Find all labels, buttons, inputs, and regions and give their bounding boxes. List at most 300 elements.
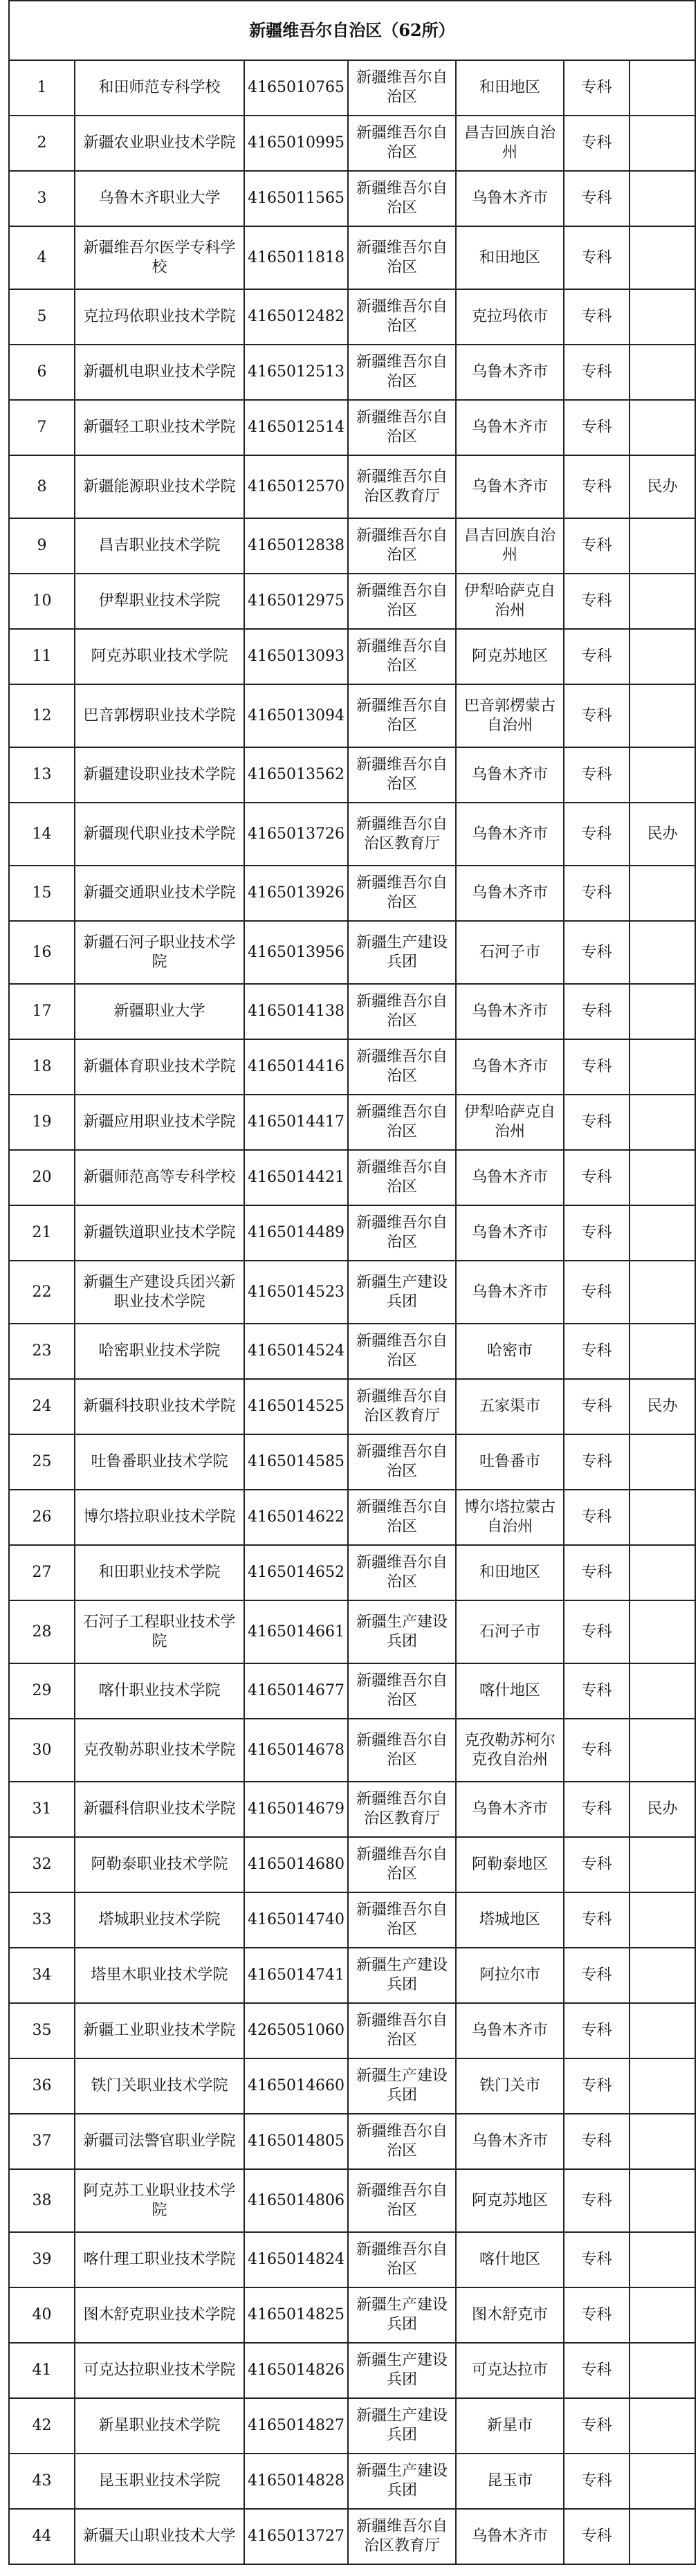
cell-level: 专科	[564, 1095, 630, 1150]
cell-row-index: 12	[9, 684, 75, 747]
cell-school-code: 4165014677	[244, 1663, 348, 1719]
cell-school-name: 新疆工业职业技术学院	[75, 2003, 244, 2058]
table-row	[9, 171, 695, 226]
cell-level: 专科	[564, 455, 630, 518]
table-row	[9, 1379, 695, 1434]
cell-note	[630, 518, 695, 574]
cell-note	[630, 116, 695, 171]
cell-authority: 新疆维吾尔自治区	[348, 289, 456, 345]
cell-location: 石河子市	[456, 921, 564, 984]
cell-school-name: 伊犁职业技术学院	[75, 574, 244, 629]
cell-authority: 新疆维吾尔自治区	[348, 1837, 456, 1892]
table-row	[9, 1782, 695, 1837]
cell-row-index: 43	[9, 2454, 75, 2509]
cell-level: 专科	[564, 747, 630, 803]
cell-authority: 新疆维吾尔自治区	[348, 2232, 456, 2287]
cell-row-index: 26	[9, 1490, 75, 1545]
cell-school-name: 昌吉职业技术学院	[75, 518, 244, 574]
cell-school-code: 4165014417	[244, 1095, 348, 1150]
cell-school-code: 4165013726	[244, 803, 348, 866]
cell-location: 阿克苏地区	[456, 2169, 564, 2232]
cell-location: 乌鲁木齐市	[456, 866, 564, 921]
cell-level: 专科	[564, 1600, 630, 1663]
cell-note: 民办	[630, 455, 695, 518]
cell-authority: 新疆维吾尔自治区	[348, 984, 456, 1039]
cell-school-code: 4165010765	[244, 60, 348, 116]
cell-school-name: 喀什职业技术学院	[75, 1663, 244, 1719]
cell-school-name: 新疆现代职业技术学院	[75, 803, 244, 866]
cell-authority: 新疆维吾尔自治区	[348, 400, 456, 455]
cell-level: 专科	[564, 2398, 630, 2454]
cell-school-name: 昆玉职业技术学院	[75, 2454, 244, 2509]
cell-row-index: 13	[9, 747, 75, 803]
cell-row-index: 27	[9, 1545, 75, 1600]
cell-level: 专科	[564, 2343, 630, 2398]
cell-location: 昆玉市	[456, 2454, 564, 2509]
table-row	[9, 1892, 695, 1948]
cell-authority: 新疆维吾尔自治区教育厅	[348, 1379, 456, 1434]
cell-note	[630, 171, 695, 226]
cell-row-index: 15	[9, 866, 75, 921]
cell-school-code: 4165012482	[244, 289, 348, 345]
cell-note	[630, 1892, 695, 1948]
cell-location: 乌鲁木齐市	[456, 2509, 564, 2564]
cell-school-name: 乌鲁木齐职业大学	[75, 171, 244, 226]
cell-authority: 新疆生产建设兵团	[348, 1261, 456, 1324]
cell-note	[630, 1434, 695, 1490]
cell-school-name: 新疆应用职业技术学院	[75, 1095, 244, 1150]
table-row	[9, 2232, 695, 2287]
cell-row-index: 16	[9, 921, 75, 984]
cell-authority: 新疆维吾尔自治区	[348, 2169, 456, 2232]
table-row	[9, 1719, 695, 1782]
table-row	[9, 1490, 695, 1545]
cell-school-code: 4165014138	[244, 984, 348, 1039]
cell-location: 五家渠市	[456, 1379, 564, 1434]
cell-location: 和田地区	[456, 226, 564, 289]
cell-note	[630, 1600, 695, 1663]
table-row	[9, 2343, 695, 2398]
table-row	[9, 455, 695, 518]
cell-school-code: 4165012570	[244, 455, 348, 518]
cell-note	[630, 1039, 695, 1095]
cell-school-name: 新星职业技术学院	[75, 2398, 244, 2454]
cell-note	[630, 2398, 695, 2454]
cell-row-index: 9	[9, 518, 75, 574]
cell-row-index: 29	[9, 1663, 75, 1719]
cell-level: 专科	[564, 921, 630, 984]
table-row	[9, 2287, 695, 2343]
cell-school-name: 新疆职业大学	[75, 984, 244, 1039]
cell-location: 塔城地区	[456, 1892, 564, 1948]
cell-school-code: 4165011565	[244, 171, 348, 226]
cell-row-index: 4	[9, 226, 75, 289]
table-row	[9, 2454, 695, 2509]
cell-school-code: 4165013727	[244, 2509, 348, 2564]
cell-level: 专科	[564, 2058, 630, 2114]
cell-location: 乌鲁木齐市	[456, 455, 564, 518]
cell-row-index: 36	[9, 2058, 75, 2114]
cell-note	[630, 2003, 695, 2058]
cell-row-index: 14	[9, 803, 75, 866]
cell-level: 专科	[564, 2003, 630, 2058]
cell-level: 专科	[564, 171, 630, 226]
cell-school-code: 4165014826	[244, 2343, 348, 2398]
cell-authority: 新疆维吾尔自治区	[348, 226, 456, 289]
cell-level: 专科	[564, 803, 630, 866]
cell-authority: 新疆维吾尔自治区	[348, 1719, 456, 1782]
cell-school-name: 阿克苏职业技术学院	[75, 629, 244, 684]
cell-row-index: 32	[9, 1837, 75, 1892]
cell-location: 克孜勒苏柯尔克孜自治州	[456, 1719, 564, 1782]
cell-level: 专科	[564, 1490, 630, 1545]
cell-school-code: 4165012513	[244, 345, 348, 400]
cell-school-name: 新疆维吾尔医学专科学校	[75, 226, 244, 289]
cell-level: 专科	[564, 574, 630, 629]
cell-level: 专科	[564, 226, 630, 289]
cell-authority: 新疆维吾尔自治区	[348, 1545, 456, 1600]
cell-row-index: 17	[9, 984, 75, 1039]
cell-row-index: 5	[9, 289, 75, 345]
cell-school-code: 4165012975	[244, 574, 348, 629]
cell-level: 专科	[564, 1545, 630, 1600]
cell-school-code: 4165014421	[244, 1150, 348, 1205]
cell-note	[630, 1490, 695, 1545]
table-row	[9, 2114, 695, 2169]
cell-level: 专科	[564, 1379, 630, 1434]
cell-location: 和田地区	[456, 1545, 564, 1600]
cell-school-code: 4165014660	[244, 2058, 348, 2114]
cell-location: 乌鲁木齐市	[456, 747, 564, 803]
cell-row-index: 11	[9, 629, 75, 684]
cell-school-name: 阿克苏工业职业技术学院	[75, 2169, 244, 2232]
cell-location: 阿拉尔市	[456, 1948, 564, 2003]
cell-location: 和田地区	[456, 60, 564, 116]
cell-note	[630, 1719, 695, 1782]
cell-location: 乌鲁木齐市	[456, 1205, 564, 1261]
cell-school-code: 4165014525	[244, 1379, 348, 1434]
cell-school-code: 4165012838	[244, 518, 348, 574]
cell-school-code: 4165014524	[244, 1324, 348, 1379]
cell-note	[630, 400, 695, 455]
cell-location: 阿克苏地区	[456, 629, 564, 684]
cell-note	[630, 984, 695, 1039]
cell-school-code: 4165014678	[244, 1719, 348, 1782]
table-row	[9, 1324, 695, 1379]
cell-row-index: 1	[9, 60, 75, 116]
cell-location: 昌吉回族自治州	[456, 518, 564, 574]
cell-location: 乌鲁木齐市	[456, 1039, 564, 1095]
cell-location: 克拉玛依市	[456, 289, 564, 345]
cell-authority: 新疆维吾尔自治区	[348, 684, 456, 747]
cell-location: 石河子市	[456, 1600, 564, 1663]
cell-note	[630, 226, 695, 289]
table-row	[9, 574, 695, 629]
cell-note	[630, 921, 695, 984]
cell-school-code: 4165014679	[244, 1782, 348, 1837]
cell-note	[630, 1095, 695, 1150]
cell-school-code: 4165014825	[244, 2287, 348, 2343]
cell-authority: 新疆维吾尔自治区教育厅	[348, 455, 456, 518]
cell-level: 专科	[564, 1324, 630, 1379]
cell-school-code: 4165014824	[244, 2232, 348, 2287]
table-row	[9, 1600, 695, 1663]
cell-school-name: 铁门关职业技术学院	[75, 2058, 244, 2114]
cell-note	[630, 1205, 695, 1261]
cell-school-code: 4165014680	[244, 1837, 348, 1892]
cell-location: 阿勒泰地区	[456, 1837, 564, 1892]
cell-level: 专科	[564, 2114, 630, 2169]
cell-authority: 新疆维吾尔自治区	[348, 866, 456, 921]
cell-row-index: 34	[9, 1948, 75, 2003]
cell-row-index: 22	[9, 1261, 75, 1324]
cell-level: 专科	[564, 289, 630, 345]
cell-authority: 新疆生产建设兵团	[348, 2454, 456, 2509]
cell-row-index: 41	[9, 2343, 75, 2398]
cell-location: 喀什地区	[456, 2232, 564, 2287]
cell-row-index: 44	[9, 2509, 75, 2564]
cell-row-index: 2	[9, 116, 75, 171]
cell-location: 新星市	[456, 2398, 564, 2454]
cell-row-index: 28	[9, 1600, 75, 1663]
cell-level: 专科	[564, 1434, 630, 1490]
cell-authority: 新疆维吾尔自治区	[348, 60, 456, 116]
cell-authority: 新疆维吾尔自治区	[348, 2114, 456, 2169]
cell-authority: 新疆维吾尔自治区	[348, 171, 456, 226]
cell-school-name: 新疆天山职业技术大学	[75, 2509, 244, 2564]
cell-note: 民办	[630, 803, 695, 866]
cell-row-index: 10	[9, 574, 75, 629]
cell-school-name: 吐鲁番职业技术学院	[75, 1434, 244, 1490]
cell-note	[630, 2454, 695, 2509]
cell-note	[630, 1545, 695, 1600]
cell-school-name: 新疆建设职业技术学院	[75, 747, 244, 803]
cell-school-code: 4165014828	[244, 2454, 348, 2509]
cell-school-code: 4165013956	[244, 921, 348, 984]
cell-school-code: 4165013094	[244, 684, 348, 747]
table-row	[9, 226, 695, 289]
table-row	[9, 400, 695, 455]
cell-note	[630, 1663, 695, 1719]
cell-school-code: 4165010995	[244, 116, 348, 171]
cell-location: 乌鲁木齐市	[456, 1150, 564, 1205]
cell-location: 哈密市	[456, 1324, 564, 1379]
table-body	[9, 1, 695, 2564]
cell-school-code: 4165011818	[244, 226, 348, 289]
cell-location: 乌鲁木齐市	[456, 1261, 564, 1324]
cell-note	[630, 2169, 695, 2232]
cell-row-index: 7	[9, 400, 75, 455]
table-row	[9, 1205, 695, 1261]
table-row	[9, 747, 695, 803]
cell-school-name: 新疆交通职业技术学院	[75, 866, 244, 921]
cell-school-name: 新疆体育职业技术学院	[75, 1039, 244, 1095]
cell-authority: 新疆维吾尔自治区	[348, 1150, 456, 1205]
cell-authority: 新疆生产建设兵团	[348, 2398, 456, 2454]
table-row	[9, 803, 695, 866]
cell-school-name: 喀什理工职业技术学院	[75, 2232, 244, 2287]
cell-school-name: 新疆铁道职业技术学院	[75, 1205, 244, 1261]
cell-school-code: 4165014489	[244, 1205, 348, 1261]
cell-school-code: 4165014661	[244, 1600, 348, 1663]
cell-level: 专科	[564, 1663, 630, 1719]
cell-school-name: 可克达拉职业技术学院	[75, 2343, 244, 2398]
cell-row-index: 37	[9, 2114, 75, 2169]
table-row	[9, 1948, 695, 2003]
cell-level: 专科	[564, 518, 630, 574]
cell-school-code: 4165014827	[244, 2398, 348, 2454]
cell-school-name: 新疆科信职业技术学院	[75, 1782, 244, 1837]
cell-school-name: 巴音郭楞职业技术学院	[75, 684, 244, 747]
cell-school-name: 新疆轻工职业技术学院	[75, 400, 244, 455]
table-row	[9, 1150, 695, 1205]
cell-note: 民办	[630, 1782, 695, 1837]
cell-note	[630, 747, 695, 803]
cell-level: 专科	[564, 60, 630, 116]
cell-school-name: 和田师范专科学校	[75, 60, 244, 116]
cell-school-name: 石河子工程职业技术学院	[75, 1600, 244, 1663]
cell-school-name: 新疆农业职业技术学院	[75, 116, 244, 171]
table-title: 新疆维吾尔自治区（62所）	[9, 1, 695, 60]
cell-school-code: 4165014805	[244, 2114, 348, 2169]
cell-note	[630, 866, 695, 921]
cell-school-code: 4165014622	[244, 1490, 348, 1545]
cell-authority: 新疆维吾尔自治区	[348, 1095, 456, 1150]
table-row	[9, 1545, 695, 1600]
cell-note	[630, 2287, 695, 2343]
cell-row-index: 3	[9, 171, 75, 226]
cell-level: 专科	[564, 1205, 630, 1261]
cell-location: 乌鲁木齐市	[456, 1782, 564, 1837]
cell-row-index: 6	[9, 345, 75, 400]
cell-location: 乌鲁木齐市	[456, 400, 564, 455]
cell-note	[630, 1837, 695, 1892]
cell-row-index: 40	[9, 2287, 75, 2343]
cell-level: 专科	[564, 1892, 630, 1948]
cell-authority: 新疆维吾尔自治区	[348, 629, 456, 684]
table-row	[9, 2509, 695, 2564]
cell-note: 民办	[630, 1379, 695, 1434]
cell-authority: 新疆维吾尔自治区教育厅	[348, 803, 456, 866]
cell-level: 专科	[564, 116, 630, 171]
cell-school-code: 4165014416	[244, 1039, 348, 1095]
cell-school-code: 4165014806	[244, 2169, 348, 2232]
cell-location: 伊犁哈萨克自治州	[456, 574, 564, 629]
table-row	[9, 2003, 695, 2058]
cell-authority: 新疆生产建设兵团	[348, 1948, 456, 2003]
cell-location: 乌鲁木齐市	[456, 345, 564, 400]
cell-authority: 新疆生产建设兵团	[348, 2343, 456, 2398]
cell-level: 专科	[564, 345, 630, 400]
cell-location: 图木舒克市	[456, 2287, 564, 2343]
cell-authority: 新疆生产建设兵团	[348, 2287, 456, 2343]
table-row	[9, 1837, 695, 1892]
cell-school-code: 4165014741	[244, 1948, 348, 2003]
table-row	[9, 629, 695, 684]
cell-row-index: 35	[9, 2003, 75, 2058]
table-row	[9, 1434, 695, 1490]
cell-level: 专科	[564, 2509, 630, 2564]
cell-school-name: 克孜勒苏职业技术学院	[75, 1719, 244, 1782]
table-row	[9, 2058, 695, 2114]
cell-row-index: 39	[9, 2232, 75, 2287]
cell-row-index: 23	[9, 1324, 75, 1379]
cell-level: 专科	[564, 629, 630, 684]
cell-school-name: 新疆机电职业技术学院	[75, 345, 244, 400]
cell-row-index: 20	[9, 1150, 75, 1205]
cell-note	[630, 684, 695, 747]
table-row	[9, 1039, 695, 1095]
cell-location: 昌吉回族自治州	[456, 116, 564, 171]
cell-authority: 新疆维吾尔自治区教育厅	[348, 1782, 456, 1837]
cell-row-index: 38	[9, 2169, 75, 2232]
cell-authority: 新疆维吾尔自治区	[348, 345, 456, 400]
title-row	[9, 1, 695, 60]
cell-school-name: 新疆师范高等专科学校	[75, 1150, 244, 1205]
table-row	[9, 1261, 695, 1324]
cell-authority: 新疆维吾尔自治区	[348, 1663, 456, 1719]
cell-authority: 新疆维吾尔自治区	[348, 1324, 456, 1379]
cell-location: 伊犁哈萨克自治州	[456, 1095, 564, 1150]
cell-school-code: 4165013093	[244, 629, 348, 684]
cell-authority: 新疆维吾尔自治区	[348, 747, 456, 803]
cell-note	[630, 2114, 695, 2169]
cell-authority: 新疆维吾尔自治区	[348, 116, 456, 171]
cell-location: 博尔塔拉蒙古自治州	[456, 1490, 564, 1545]
cell-note	[630, 1150, 695, 1205]
cell-school-code: 4165014523	[244, 1261, 348, 1324]
cell-level: 专科	[564, 866, 630, 921]
cell-level: 专科	[564, 2169, 630, 2232]
cell-authority: 新疆生产建设兵团	[348, 921, 456, 984]
cell-school-name: 塔里木职业技术学院	[75, 1948, 244, 2003]
table-row	[9, 866, 695, 921]
table-row	[9, 2169, 695, 2232]
table-row	[9, 1663, 695, 1719]
table-row	[9, 60, 695, 116]
cell-level: 专科	[564, 1261, 630, 1324]
cell-row-index: 8	[9, 455, 75, 518]
cell-school-name: 哈密职业技术学院	[75, 1324, 244, 1379]
cell-note	[630, 1948, 695, 2003]
cell-authority: 新疆维吾尔自治区教育厅	[348, 2509, 456, 2564]
cell-level: 专科	[564, 1150, 630, 1205]
cell-level: 专科	[564, 1948, 630, 2003]
cell-authority: 新疆维吾尔自治区	[348, 1205, 456, 1261]
table-row	[9, 116, 695, 171]
cell-school-name: 新疆生产建设兵团兴新职业技术学院	[75, 1261, 244, 1324]
cell-authority: 新疆维吾尔自治区	[348, 1892, 456, 1948]
table-row	[9, 1095, 695, 1150]
cell-note	[630, 2343, 695, 2398]
cell-note	[630, 60, 695, 116]
table-row	[9, 289, 695, 345]
cell-note	[630, 345, 695, 400]
cell-level: 专科	[564, 984, 630, 1039]
cell-location: 乌鲁木齐市	[456, 171, 564, 226]
cell-note	[630, 1261, 695, 1324]
cell-row-index: 21	[9, 1205, 75, 1261]
cell-authority: 新疆生产建设兵团	[348, 1600, 456, 1663]
cell-level: 专科	[564, 1837, 630, 1892]
cell-level: 专科	[564, 1719, 630, 1782]
cell-note	[630, 2232, 695, 2287]
cell-school-name: 新疆科技职业技术学院	[75, 1379, 244, 1434]
cell-location: 乌鲁木齐市	[456, 2114, 564, 2169]
cell-location: 铁门关市	[456, 2058, 564, 2114]
cell-level: 专科	[564, 2287, 630, 2343]
cell-school-name: 塔城职业技术学院	[75, 1892, 244, 1948]
